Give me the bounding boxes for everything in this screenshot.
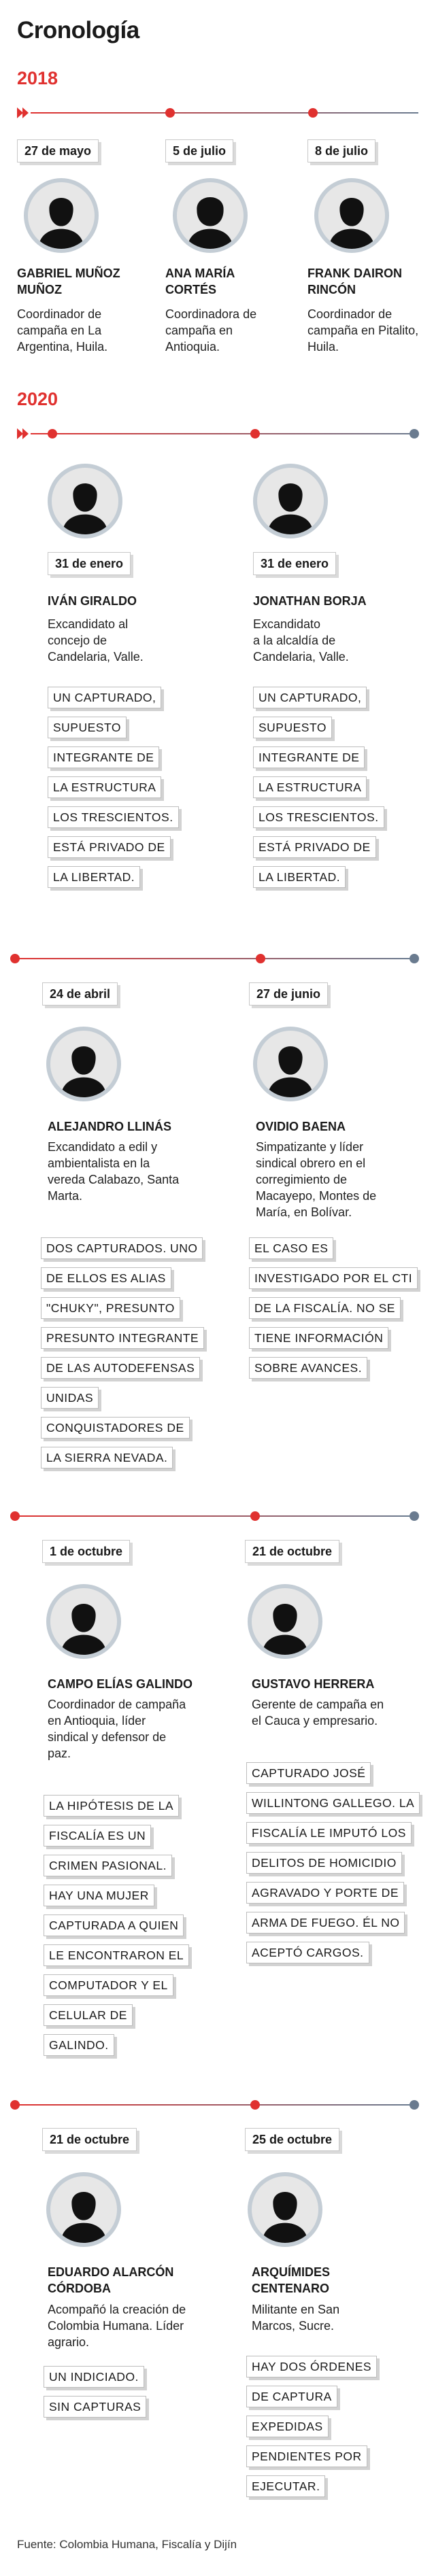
person-silhouette-icon [318,182,385,249]
timeline-dot [410,2100,419,2110]
case-status-note: HAY DOS ÓRDENES DE CAPTURA EXPEDIDAS PENDIENTES POR EJECUTAR. [246,2356,377,2505]
case-status-note: LA HIPÓTESIS DE LA FISCALÍA ES UN CRIMEN PASIONAL. HAY UNA MUJER CAPTURADA A QUIEN LE ENCONTRARON EL COMPUTADOR Y EL CELULAR DE GALINDO. [44,1795,189,2064]
timeline-dot [308,108,318,118]
case-status-note: UN INDICIADO. SIN CAPTURAS [44,2366,146,2426]
person-description: Militante en San Marcos, Sucre. [252,2303,340,2333]
timeline-line [15,958,410,959]
case-status-note: EL CASO ES INVESTIGADO POR EL CTI DE LA FISCALÍA. NO SE TIENE INFORMACIÓN SOBRE AVANCES. [249,1237,418,1387]
timeline-dot [410,429,419,439]
timeline-2020-d [10,2097,418,2112]
date-label: 1 de octubre [42,1540,130,1563]
person-description: Coordinador de campaña en La Argentina, Huila. [17,307,108,354]
person-silhouette-icon [50,2176,117,2243]
person-silhouette-icon [257,1031,324,1097]
person-name: CAMPO ELÍAS GALINDO [48,1677,193,1691]
avatar [248,1584,322,1659]
person-description: Coordinador de campaña en Antioquia, líder sindical y defensor de paz. [48,1698,186,1760]
date-label: 25 de octubre [245,2128,339,2151]
person-silhouette-icon [252,1588,318,1655]
page-title: Cronología [17,17,139,44]
avatar [314,178,389,253]
person-silhouette-icon [252,2176,318,2243]
person-name: IVÁN GIRALDO [48,594,137,608]
timeline-line [15,2104,410,2106]
date-label: 27 de junio [249,982,328,1006]
person-name: FRANK DAIRON RINCÓN [307,267,402,296]
timeline-2020-a [17,426,418,441]
timeline-dot [48,429,57,439]
person-name: JONATHAN BORJA [253,594,367,608]
timeline-dot [10,1511,20,1521]
timeline-dot [410,954,419,963]
avatar [48,464,122,538]
timeline-line [15,1515,410,1517]
case-status-note: DOS CAPTURADOS. UNO DE ELLOS ES ALIAS "CHUKY", PRESUNTO PRESUNTO INTEGRANTE DE LAS AUTODEFENSAS UNIDAS CONQUISTADORES DE LA SIERRA NEVADA. [41,1237,204,1477]
person-name: GUSTAVO HERRERA [252,1677,375,1691]
double-arrow-icon [22,107,29,118]
timeline-dot [256,954,265,963]
timeline-2020-b [10,951,418,966]
date-label: 27 de mayo [17,139,99,162]
person-description: Simpatizante y líder sindical obrero en el corregimiento de Macayepo, Montes de María, en Bolívar. [256,1140,377,1219]
person-silhouette-icon [52,468,118,534]
person-name: OVIDIO BAENA [256,1120,346,1133]
timeline-dot [165,108,175,118]
avatar [248,2172,322,2247]
avatar [24,178,99,253]
person-silhouette-icon [28,182,95,249]
person-silhouette-icon [177,182,244,249]
year-2018-heading: 2018 [17,68,59,88]
timeline-2020-c [10,1509,418,1524]
person-description: Coordinadora de campaña en Antioquia. [165,307,257,354]
person-description: Excandidato al concejo de Candelaria, Valle. [48,617,144,664]
person-description: Excandidato a la alcaldía de Candelaria, Valle. [253,617,349,664]
person-silhouette-icon [50,1031,117,1097]
timeline-dot [250,1511,260,1521]
case-status-note: UN CAPTURADO, SUPUESTO INTEGRANTE DE LA ESTRUCTURA LOS TRESCIENTOS. ESTÁ PRIVADO DE LA LIBERTAD. [253,687,384,896]
date-label: 8 de julio [307,139,375,162]
person-name: EDUARDO ALARCÓN CÓRDOBA [48,2265,174,2295]
person-silhouette-icon [50,1588,117,1655]
person-description: Coordinador de campaña en Pitalito, Huila. [307,307,419,354]
person-silhouette-icon [257,468,324,534]
avatar [253,1027,328,1101]
year-2020-heading: 2020 [17,389,59,409]
avatar [46,1027,121,1101]
timeline-dot [250,2100,260,2110]
timeline-dot [10,2100,20,2110]
person-description: Acompañó la creación de Colombia Humana. Líder agrario. [48,2303,186,2349]
person-name: GABRIEL MUÑOZ MUÑOZ [17,267,120,296]
timeline-2018 [17,105,418,120]
person-description: Excandidato a edil y ambientalista en la vereda Calabazo, Santa Marta. [48,1140,180,1203]
timeline-line [31,433,418,434]
source-credit: Fuente: Colombia Humana, Fiscalía y Dijín [17,2538,237,2551]
date-label: 31 de enero [48,552,131,575]
avatar [253,464,328,538]
person-name: ANA MARÍA CORTÉS [165,267,235,296]
date-label: 31 de enero [253,552,336,575]
person-name: ARQUÍMIDES CENTENARO [252,2265,331,2295]
timeline-dot [410,1511,419,1521]
avatar [46,2172,121,2247]
date-label: 21 de octubre [42,2128,137,2151]
person-description: Gerente de campaña en el Cauca y empresario. [252,1698,384,1728]
timeline-line [31,112,418,114]
date-label: 21 de octubre [245,1540,339,1563]
avatar [46,1584,121,1659]
date-label: 5 de julio [165,139,233,162]
case-status-note: UN CAPTURADO, SUPUESTO INTEGRANTE DE LA ESTRUCTURA LOS TRESCIENTOS. ESTÁ PRIVADO DE LA LIBERTAD. [48,687,179,896]
double-arrow-icon [22,428,29,439]
date-label: 24 de abril [42,982,118,1006]
avatar [173,178,248,253]
case-status-note: CAPTURADO JOSÉ WILLINTONG GALLEGO. LA FISCALÍA LE IMPUTÓ LOS DELITOS DE HOMICIDIO AGRAVADO Y PORTE DE ARMA DE FUEGO. ÉL NO ACEPTÓ CARGOS. [246,1762,420,1972]
timeline-dot [10,954,20,963]
person-name: ALEJANDRO LLINÁS [48,1120,172,1133]
timeline-dot [250,429,260,439]
